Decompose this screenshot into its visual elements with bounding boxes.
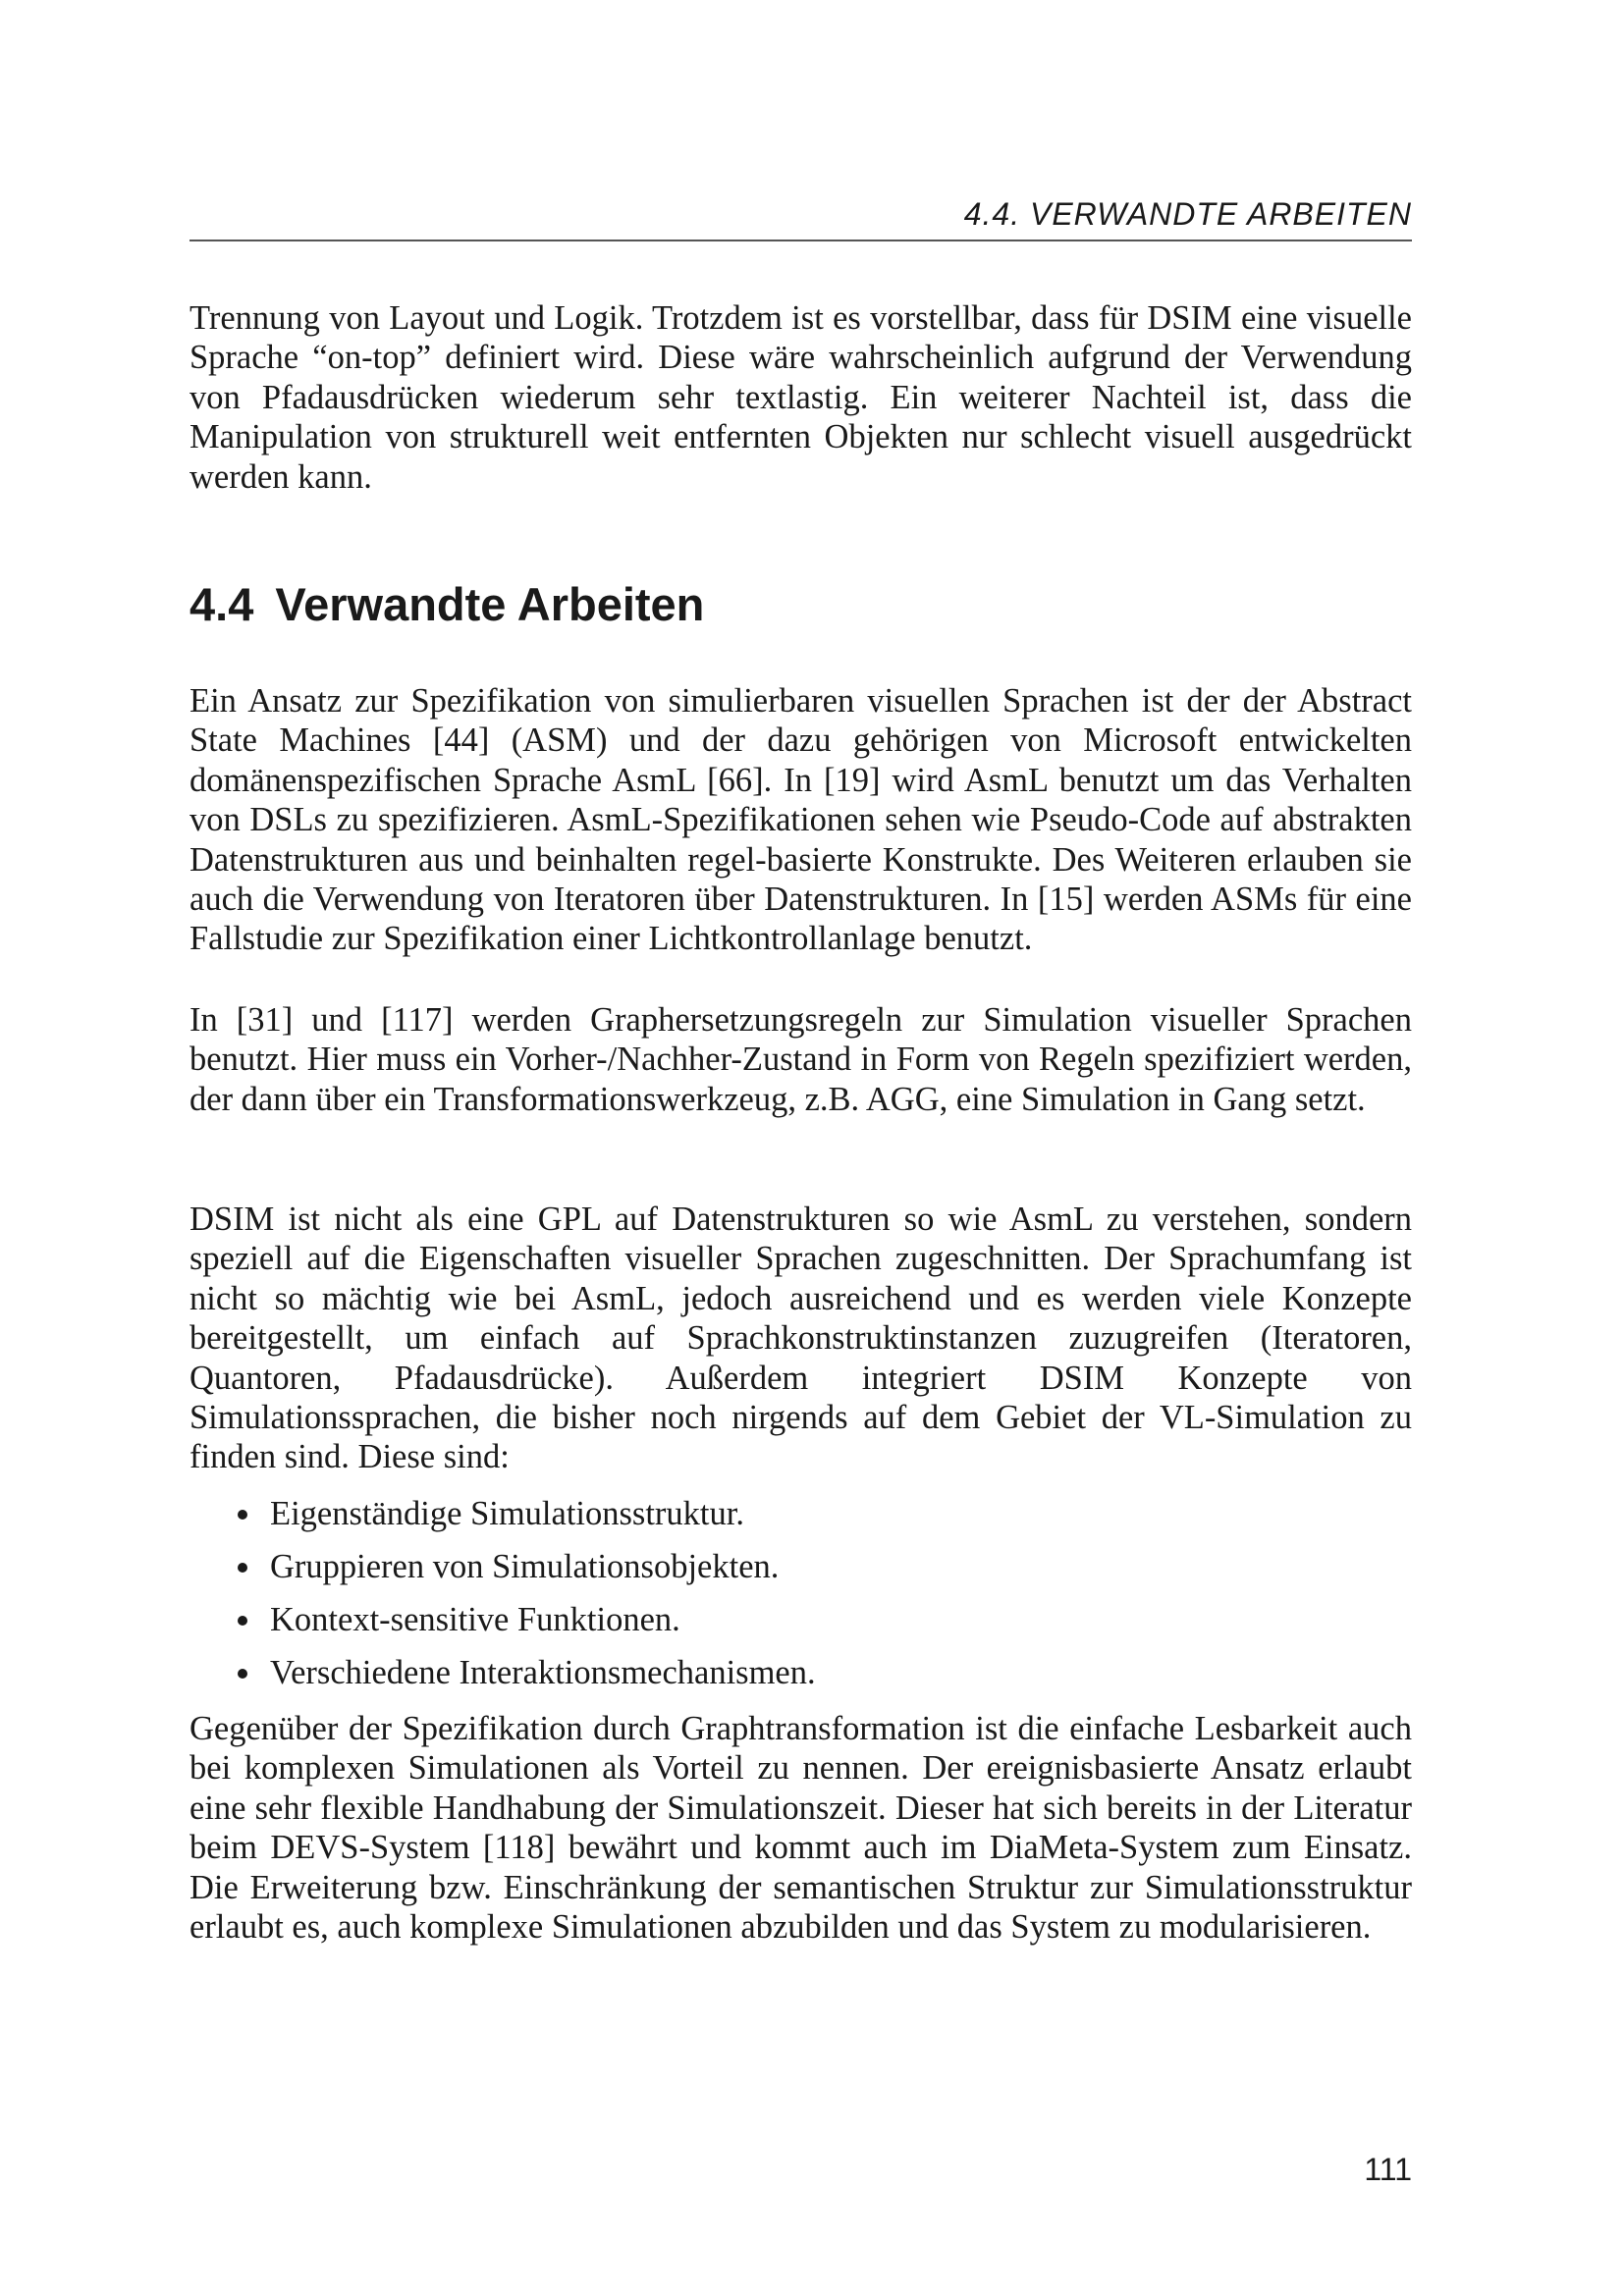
section-title: Verwandte Arbeiten — [275, 578, 705, 630]
bullet-icon — [238, 1563, 247, 1573]
list-item-text: Kontext-sensitive Funktionen. — [270, 1601, 680, 1638]
running-header — [189, 192, 1412, 241]
list-item-text: Verschiedene Interaktionsmechanismen. — [270, 1654, 816, 1691]
list-item — [189, 1653, 816, 1706]
list-item-text: Gruppieren von Simulationsobjekten. — [270, 1548, 780, 1585]
bullet-icon — [238, 1616, 247, 1626]
section-number: 4.4 — [189, 578, 254, 630]
section-heading — [189, 577, 704, 632]
bullet-icon — [238, 1669, 247, 1679]
page-number: 111 — [1364, 2152, 1412, 2187]
list-item — [189, 1600, 816, 1653]
feature-list — [189, 1494, 816, 1706]
paragraph-asm: Ein Ansatz zur Spezifikation von simulierbaren visuellen Sprachen ist der der Abstract State Machines [44] (ASM) und der dazu gehörigen von Microsoft entwickelten domänenspezifischen Sprache AsmL [66]. In [19] wird AsmL benutzt um das Verhalten von DSLs zu spezifizieren. AsmL-Spezifikationen sehen wie Pseudo-Code auf abstrakten Datenstrukturen aus und beinhalten regel-basierte Konstrukte. Des Weiteren erlauben sie auch die Verwendung von Iteratoren über Datenstrukturen. In [15] werden ASMs für eine Fallstudie zur Spezifikation einer Lichtkontrollanlage benutzt. — [189, 682, 1412, 958]
bullet-icon — [238, 1510, 247, 1520]
running-title: 4.4. VERWANDTE ARBEITEN — [963, 196, 1412, 232]
paragraph-graph-rewriting: In [31] und [117] werden Graphersetzungsregeln zur Simulation visueller Sprachen benutzt. Hier muss ein Vorher-/Nachher-Zustand in Form von Regeln spezifiziert werden, der dann über ein Transformationswerkzeug, z.B. AGG, eine Simulation in Gang setzt. — [189, 1001, 1412, 1118]
paragraph-comparison: Gegenüber der Spezifikation durch Graphtransformation ist die einfache Lesbarkeit auch bei komplexen Simulationen als Vorteil zu nennen. Der ereignisbasierte Ansatz erlaubt eine sehr flexible Handhabung der Simulationszeit. Dieser hat sich bereits in der Literatur beim DEVS-System [118] bewährt und kommt auch im DiaMeta-System zum Einsatz. Die Erweiterung bzw. Einschränkung der semantischen Struktur zur Simulationsstruktur erlaubt es, auch komplexe Simulationen abzubilden und das System zu modularisieren. — [189, 1710, 1412, 1947]
paragraph-intro: Trennung von Layout und Logik. Trotzdem ist es vorstellbar, dass für DSIM eine visuelle Sprache “on-top” definiert wird. Diese wäre wahrscheinlich aufgrund der Verwendung von Pfadausdrücken wiederum sehr textlastig. Ein weiterer Nachteil ist, dass die Manipulation von strukturell weit entfernten Objekten nur schlecht visuell ausgedrückt werden kann. — [189, 299, 1412, 496]
list-item-text: Eigenständige Simulationsstruktur. — [270, 1495, 744, 1532]
list-item — [189, 1494, 816, 1547]
list-item — [189, 1547, 816, 1600]
paragraph-dsim: DSIM ist nicht als eine GPL auf Datenstrukturen so wie AsmL zu verstehen, sondern speziell auf die Eigenschaften visueller Sprachen zugeschnitten. Der Sprachumfang ist nicht so mächtig wie bei AsmL, jedoch ausreichend und es werden viele Konzepte bereitgestellt, um einfach auf Sprachkonstruktinstanzen zuzugreifen (Iteratoren, Quantoren, Pfadausdrücke). Außerdem integriert DSIM Konzepte von Simulationssprachen, die bisher noch nirgends auf dem Gebiet der VL-Simulation zu finden sind. Diese sind: — [189, 1201, 1412, 1476]
